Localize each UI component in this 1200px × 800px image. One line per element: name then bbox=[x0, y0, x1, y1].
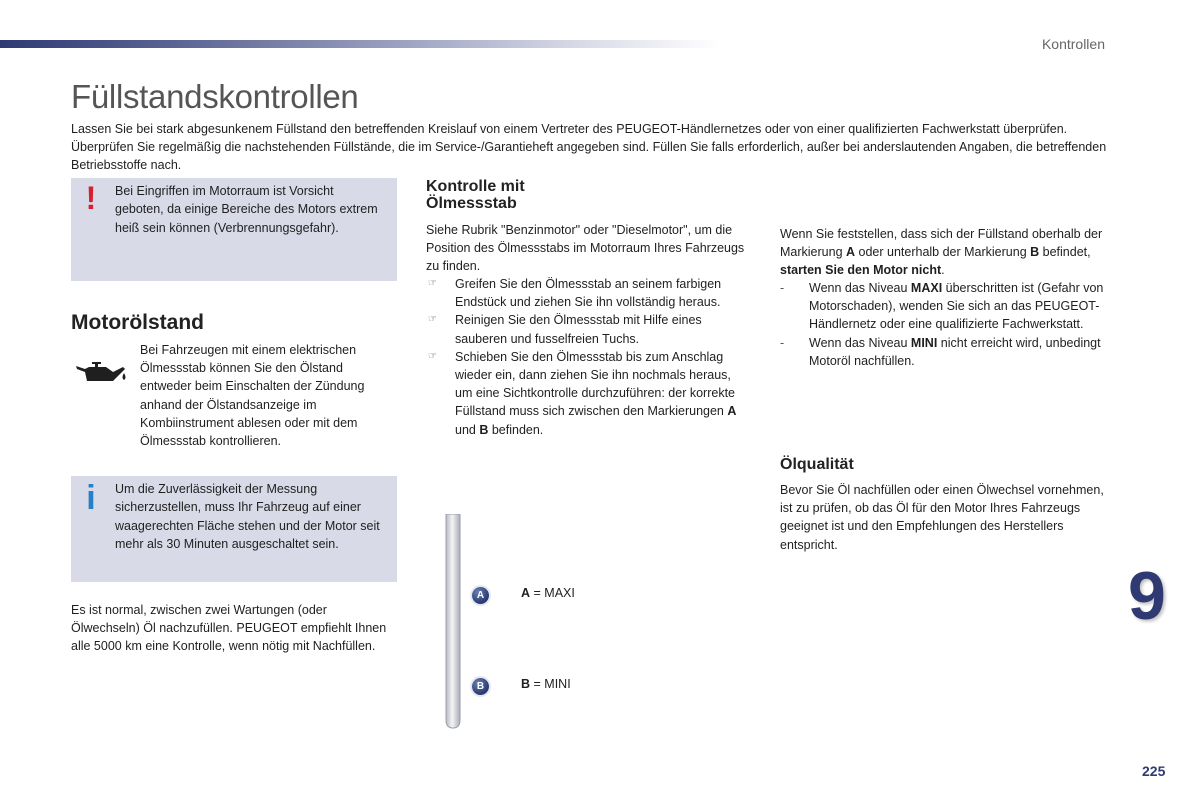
list-item: ☞ Greifen Sie den Ölmessstab an seinem farbigen Endstück und ziehen Sie ihn vollständig heraus. bbox=[428, 277, 722, 310]
marker-b-label: B = MINI bbox=[521, 677, 571, 691]
chapter-number: 9 bbox=[1128, 558, 1166, 634]
dash-bullet: - bbox=[780, 335, 785, 350]
section-label: Kontrollen bbox=[1041, 36, 1105, 52]
info-callout bbox=[71, 476, 397, 582]
dipstick-steps bbox=[426, 275, 748, 439]
intro-paragraph: Lassen Sie bei stark abgesunkenem Füllstand den betreffenden Kreislauf von einem Vertreter des PEUGEOT-Händlernetzes oder von einer qualifizierten Fachwerkstatt überprüfen. Überprüfen Sie regelmäßig die nachstehenden Füllstände, die im Service-/Garantieheft angegeben sind. Füllen Sie falls erforderlich, außer bei anderslautenden Angaben, die betreffenden Betriebsstoffe nach. bbox=[71, 122, 1107, 172]
list-item: - Wenn das Niveau MINI nicht erreicht wird, unbedingt Motoröl nachfüllen. bbox=[780, 335, 1101, 368]
oil-can-icon bbox=[73, 358, 129, 388]
dipstick-intro: Siehe Rubrik "Benzinmotor" oder "Dieselmotor", um die Position des Ölmessstabs im Motorraum Ihres Fahrzeugs zu finden. bbox=[426, 223, 745, 274]
header-gradient-bar bbox=[0, 40, 720, 48]
marker-a: A bbox=[472, 587, 489, 604]
page-number: 225 bbox=[1142, 763, 1166, 779]
page-title: Füllstandskontrollen bbox=[71, 78, 359, 115]
marker-a-label: A = MAXI bbox=[521, 586, 575, 600]
pointing-hand-icon: ☞ bbox=[428, 278, 437, 289]
oil-quality-text: Bevor Sie Öl nachfüllen oder einen Ölwechsel vornehmen, ist zu prüfen, ob das Öl für den Motor Ihres Fahrzeugs geeignet ist und den Empfehlungen des Herstellers entspricht. bbox=[780, 483, 1104, 552]
marker-b: B bbox=[472, 678, 489, 695]
pointing-hand-icon: ☞ bbox=[428, 350, 437, 362]
dipstick-heading bbox=[426, 178, 525, 212]
info-text: Um die Zuverlässigkeit der Messung sicherzustellen, muss Ihr Fahrzeug auf einer waagerechten Fläche stehen und der Motor seit mehr als 30 Minuten ausgeschaltet sein. bbox=[115, 482, 380, 551]
warning-callout bbox=[71, 178, 397, 281]
engine-oil-heading: Motorölstand bbox=[71, 311, 204, 334]
level-check-text: Wenn Sie feststellen, dass sich der Füllstand oberhalb der Markierung A oder unterhalb der Markierung B befindet, starten Sie den Motor nicht. bbox=[780, 227, 1103, 278]
oil-quality-heading: Ölqualität bbox=[780, 456, 854, 473]
exclamation-icon: ! bbox=[85, 180, 97, 216]
dash-bullet: - bbox=[780, 281, 785, 295]
warning-text: Bei Eingriffen im Motorraum ist Vorsicht geboten, da einige Bereiche des Motors extrem heiß sein können (Verbrennungsgefahr). bbox=[115, 184, 378, 235]
dipstick-illustration bbox=[444, 514, 462, 730]
normal-consumption-text: Es ist normal, zwischen zwei Wartungen (oder Ölwechseln) Öl nachzufüllen. PEUGEOT empfiehlt Ihnen alle 5000 km eine Kontrolle, wenn nötig mit Nachfüllen. bbox=[71, 603, 387, 654]
dipstick-heading-line1: Kontrolle mit bbox=[426, 178, 525, 195]
list-item: ☞ Schieben Sie den Ölmessstab bis zum Anschlag wieder ein, dann ziehen Sie ihn nochmals heraus, um eine Sichtkontrolle durchzuführen: der korrekte Füllstand muss sich zwischen den Markierungen A und B befinden. bbox=[428, 349, 737, 437]
list-item: ☞ Reinigen Sie den Ölmessstab mit Hilfe eines sauberen und fusselfreien Tuchs. bbox=[428, 313, 702, 346]
pointing-hand-icon: ☞ bbox=[428, 314, 437, 326]
level-check-list bbox=[780, 279, 1110, 370]
info-icon: i bbox=[86, 479, 96, 517]
dipstick-heading-line2: Ölmessstab bbox=[426, 195, 517, 212]
engine-oil-text: Bei Fahrzeugen mit einem elektrischen Ölmessstab können Sie den Ölstand entweder beim Einschalten der Zündung anhand der Ölstandsanzeige im Kombiinstrument ablesen oder mit dem Ölmessstab kontrollieren. bbox=[140, 343, 365, 449]
list-item: - Wenn das Niveau MAXI überschritten ist (Gefahr von Motorschaden), wenden Sie sich an das PEUGEOT-Händlernetz oder eine qualifizierte Fachwerkstatt. bbox=[780, 281, 1104, 332]
